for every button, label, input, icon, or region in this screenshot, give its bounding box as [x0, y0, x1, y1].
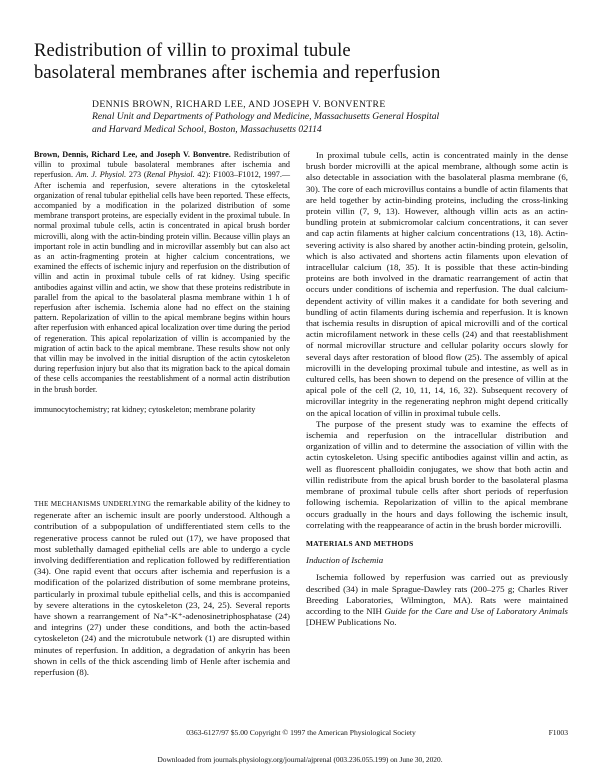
intro-paragraph-3: The purpose of the present study was to examine the effects of ischemia and reperfusion on the intracellular distribution and organization of villin and to determine the association of villin with the actin cytoskeleton. Using specific antibodies against villin and actin, as well as fluorescent phalloidin conjugates, we show that both actin and villin redistribute from the apical brush border to the basolateral plasma membrane of proximal tubule cells after short periods of reperfusion following ischemia. Repolarization of villin to the apical membrane occurs gradually in the hours and days following the ischemic insult, correlating with the reappearance of actin in the brush border microvilli. [306, 418, 568, 530]
section-heading-methods: MATERIALS AND METHODS [306, 538, 414, 548]
right-column [306, 150, 568, 628]
intro-smallcaps-opening: THE MECHANISMS UNDERLYING [34, 500, 152, 508]
page-footer [34, 728, 568, 739]
abstract-citation-title: Redistribution of villin to proximal tubule basolateral membranes after ischemia and reperfusion. [34, 150, 290, 180]
abstract-journal-name: Am. J. Physiol. [75, 170, 127, 180]
abstract-citation-authors: Brown, Dennis, Richard Lee, and Joseph V. Bonventre. [34, 150, 231, 159]
methods-text-1: Ischemia followed by reperfusion was carried out as previously described (34) in male Sprague-Dawley rats (200–275 g; Charles River Breeding Laboratories, Wilmington, MA). Rats were maintained according to the NIH [306, 572, 568, 616]
abstract-citation-volume: 273 ( [126, 170, 147, 180]
download-watermark: Downloaded from journals.physiology.org/journal/ajprenal (003.236.055.199) on June 30, 2020. [157, 755, 443, 764]
abstract [34, 150, 290, 415]
footer-copyright: 0363-6127/97 $5.00 Copyright © 1997 the American Physiological Society [186, 728, 416, 737]
abstract-citation-pages: 42): F1003–F1012, 1997.— [194, 170, 290, 180]
methods-paragraph [306, 572, 568, 628]
title-line-1: Redistribution of villin to proximal tubule [34, 40, 351, 61]
intro-paragraph [34, 498, 290, 678]
intro-paragraph-2: In proximal tubule cells, actin is concentrated mainly in the dense brush border microvilli at the apical membrane, although some actin is also detectable in association with the basolateral plasma membrane (6, 30). The core of each microvillus contains a bundle of actin filaments that are held together by actin-binding proteins, including the cross-linking protein villin (7, 9, 13). However, although villin acts as an actin-bundling protein at submicromolar calcium concentrations, it can sever and cap actin filaments at higher calcium concentrations (13, 18). Actin-severing activity is also shared by another actin-binding protein, gelsolin, which is also activated and shortens actin filaments upon elevation of intracellular calcium (18, 35). It is possible that these actin-binding proteins are both involved in the dramatic rearrangement of actin that occurs under conditions of ischemia and reperfusion. The dual calcium-dependent activity of villin makes it a candidate for both severing and bundling of actin filaments during ischemia and reperfusion. It is known that ischemia results in disruption of apical microvilli and of the cortical actin microfilament network in these cells (24) and that reestablishment of normal microvillar structure and cellular polarity occurs slowly for several days after restoration of blood flow (25). The assembly of apical microvilli in the developing proximal tubule and intestine, as well as in cultured cells, has been shown to depend on the presence of villin at the apical pole of the cell (2, 10, 11, 14, 16, 32). Subsequent recovery of microvillar integrity in the regenerating nephron might depend critically on the apical location of villin in proximal tubule cells. [306, 150, 568, 418]
affiliation [92, 111, 562, 136]
keywords: immunocytochemistry; rat kidney; cytoskeleton; membrane polarity [34, 404, 256, 414]
abstract-body: After ischemia and reperfusion, severe alterations in the cytoskeletal organization of renal tubular epithelial cells have been reported. These effects, accompanied by a modification in the polarized distribution of some membrane transport proteins, are especially evident in the proximal tubule. In normal proximal tubule cells, actin is concentrated in apical brush border microvilli, along with the actin-binding protein villin. Because villin plays an important role in actin bundling and in microvillar assembly but can also act as an actin-fragmenting protein at higher calcium concentrations, we examined the effects of ischemic injury and reperfusion on the distribution of villin and actin in proximal tubule cells of rat kidney. Using specific antibodies against villin and actin, we show that these proteins redistribute in parallel from the apical to the basolateral plasma membrane within 1 h of reperfusion after ischemia. Ischemia alone had no effect on the staining pattern. Repolarization of villin to the apical membrane begins within hours after reperfusion with enhanced apical localization over time during the period of regeneration. This apical repolarization of villin is accompanied by the migration of actin back to the apical membrane. These results show not only that villin may be involved in the initial disruption of the actin cytoskeleton during reperfusion injury but also that its migration back to the apical domain of these cells accompanies the reestablishment of a normal actin distribution in the brush border. [34, 180, 290, 394]
footer-page-number: F1003 [548, 728, 568, 737]
abstract-paragraph [34, 150, 290, 395]
title-line-2: basolateral membranes after ischemia and reperfusion [34, 62, 441, 83]
affiliation-line-2: and Harvard Medical School, Boston, Massachusetts 02114 [92, 123, 322, 135]
subsection-heading-ischemia: Induction of Ischemia [306, 555, 384, 566]
methods-guide-title: Guide for the Care and Use of Laboratory Animals [384, 605, 568, 616]
author-list: DENNIS BROWN, RICHARD LEE, AND JOSEPH V. BONVENTRE [92, 99, 386, 110]
affiliation-line-1: Renal Unit and Departments of Pathology and Medicine, Massachusetts General Hospital [92, 111, 440, 122]
intro-text: the remarkable ability of the kidney to regenerate after an ischemic insult are poorly understood. Although a contribution of a subpopulation of undifferentiated stem cells to the regenerative process cannot be ruled out (17), we have proposed that most sublethally damaged epithelial cells are able to undergo a cycle involving dedifferentiation and replication followed by redifferentiation (34). One rapid event that occurs after ischemia and reperfusion is a modification of the polarized distribution of some membrane proteins, particularly in proximal tubule epithelial cells, and this is accompanied by severe alterations in the cytoskeleton (23, 24, 25). Several reports have shown a rearrangement of Na⁺-K⁺-adenosinetriphosphatase (24) and integrins (27) under these conditions, and both the actin-based cytoskeleton (24) and the microtubule network (1) are disrupted within minutes of reperfusion. In addition, a degradation of ankyrin has been shown in cells of the thick ascending limb of Henle after ischemia and reperfusion (8). [34, 498, 290, 678]
introduction-left-column [34, 498, 290, 678]
methods-text-2: [DHEW Publications No. [306, 617, 397, 628]
abstract-journal-section: Renal Physiol. [146, 170, 195, 180]
article-title [34, 40, 574, 84]
